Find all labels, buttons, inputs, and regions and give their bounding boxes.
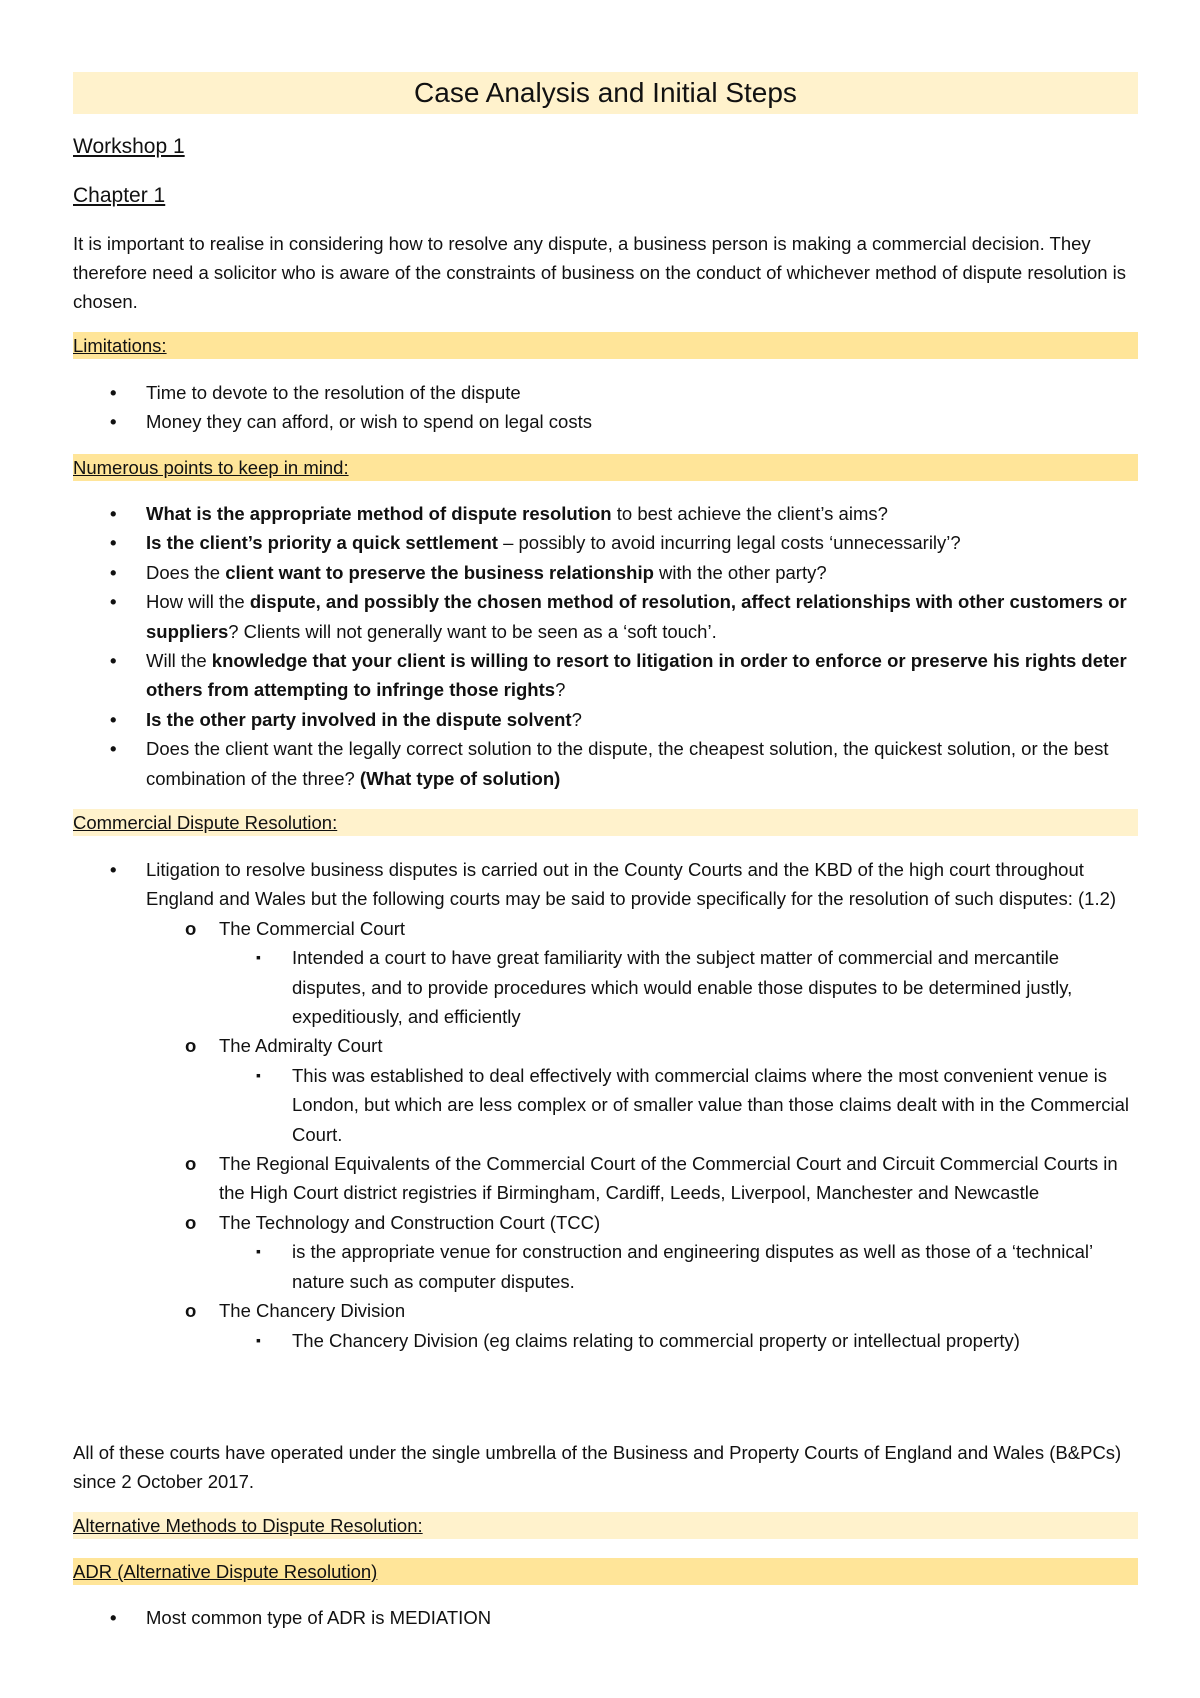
- court-item: o The Admiralty Court: [0, 1031, 1139, 1060]
- limitations-list: [0, 378, 1200, 437]
- court-detail: ▪ The Chancery Division (eg claims relating to commercial property or intellectual property): [0, 1326, 1138, 1355]
- court-item: o The Commercial Court: [0, 914, 1139, 943]
- court-detail: ▪ Intended a court to have great familiarity with the subject matter of commercial and mercantile disputes, and to provide procedures which would enable those disputes to be determined justly, expeditiously, and efficiently: [0, 943, 1138, 1031]
- adr-list: [0, 1603, 1200, 1632]
- intro-paragraph: It is important to realise in considering how to resolve any dispute, a business person is making a commercial decision. They therefore need a solicitor who is aware of the constraints of business on the conduct of whichever method of dispute resolution is chosen.: [73, 233, 1127, 312]
- court-item: o The Technology and Construction Court (TCC): [0, 1208, 1139, 1237]
- list-item: • Most common type of ADR is MEDIATION: [0, 1603, 1131, 1632]
- points-heading: Numerous points to keep in mind:: [73, 457, 349, 478]
- court-item: o The Chancery Division: [0, 1296, 1139, 1325]
- list-item: • Time to devote to the resolution of the dispute: [0, 378, 1131, 407]
- alternative-heading: Alternative Methods to Dispute Resolution:: [73, 1515, 423, 1536]
- list-item: • What is the appropriate method of dispute resolution to best achieve the client’s aims?: [0, 499, 1131, 528]
- commercial-list: [0, 855, 1200, 1355]
- adr-heading: ADR (Alternative Dispute Resolution): [73, 1561, 378, 1582]
- court-detail: ▪ is the appropriate venue for construction and engineering disputes as well as those of a ‘technical’ nature such as computer disputes.: [0, 1237, 1138, 1296]
- alternative-heading-band: [73, 1512, 1138, 1539]
- list-item: • How will the dispute, and possibly the chosen method of resolution, affect relationships with other customers or suppliers? Clients will not generally want to be seen as a ‘soft touch’.: [0, 587, 1131, 646]
- court-detail: ▪ This was established to deal effectively with commercial claims where the most convenient venue is London, but which are less complex or of smaller value than those claims dealt with in the Commercial Court.: [0, 1061, 1138, 1149]
- list-item: • Will the knowledge that your client is willing to resort to litigation in order to enforce or preserve his rights deter others from attempting to infringe those rights?: [0, 646, 1131, 705]
- commercial-heading: Commercial Dispute Resolution:: [73, 812, 338, 833]
- adr-heading-band: [73, 1558, 1138, 1585]
- limitations-heading-band: [73, 332, 1138, 359]
- list-item: • Litigation to resolve business disputes is carried out in the County Courts and the KBD of the high court throughout England and Wales but the following courts may be said to provide specifically for the resolution of such disputes: (1.2): [0, 855, 1131, 914]
- points-heading-band: [73, 454, 1138, 481]
- list-item: • Does the client want to preserve the business relationship with the other party?: [0, 558, 1131, 587]
- list-item: • Money they can afford, or wish to spend on legal costs: [0, 407, 1131, 436]
- limitations-heading: Limitations:: [73, 335, 167, 356]
- list-item: • Is the other party involved in the dispute solvent?: [0, 705, 1131, 734]
- chapter-heading: Chapter 1: [73, 184, 166, 207]
- court-item: o The Regional Equivalents of the Commercial Court of the Commercial Court and Circuit Commercial Courts in the High Court district registries if Birmingham, Cardiff, Leeds, Liverpool, Manchester and Newcastle: [0, 1149, 1139, 1208]
- workshop-heading: Workshop 1: [73, 135, 185, 158]
- commercial-heading-band: [73, 809, 1138, 836]
- list-item: • Does the client want the legally correct solution to the dispute, the cheapest solution, the quickest solution, or the best combination of the three? (What type of solution): [0, 734, 1131, 793]
- points-list: [0, 499, 1200, 793]
- document-title: Case Analysis and Initial Steps: [73, 72, 1138, 114]
- list-item: • Is the client’s priority a quick settlement – possibly to avoid incurring legal costs ‘unnecessarily’?: [0, 528, 1131, 557]
- closing-paragraph: All of these courts have operated under the single umbrella of the Business and Property Courts of England and Wales (B&PCs) since 2 October 2017.: [73, 1442, 1122, 1492]
